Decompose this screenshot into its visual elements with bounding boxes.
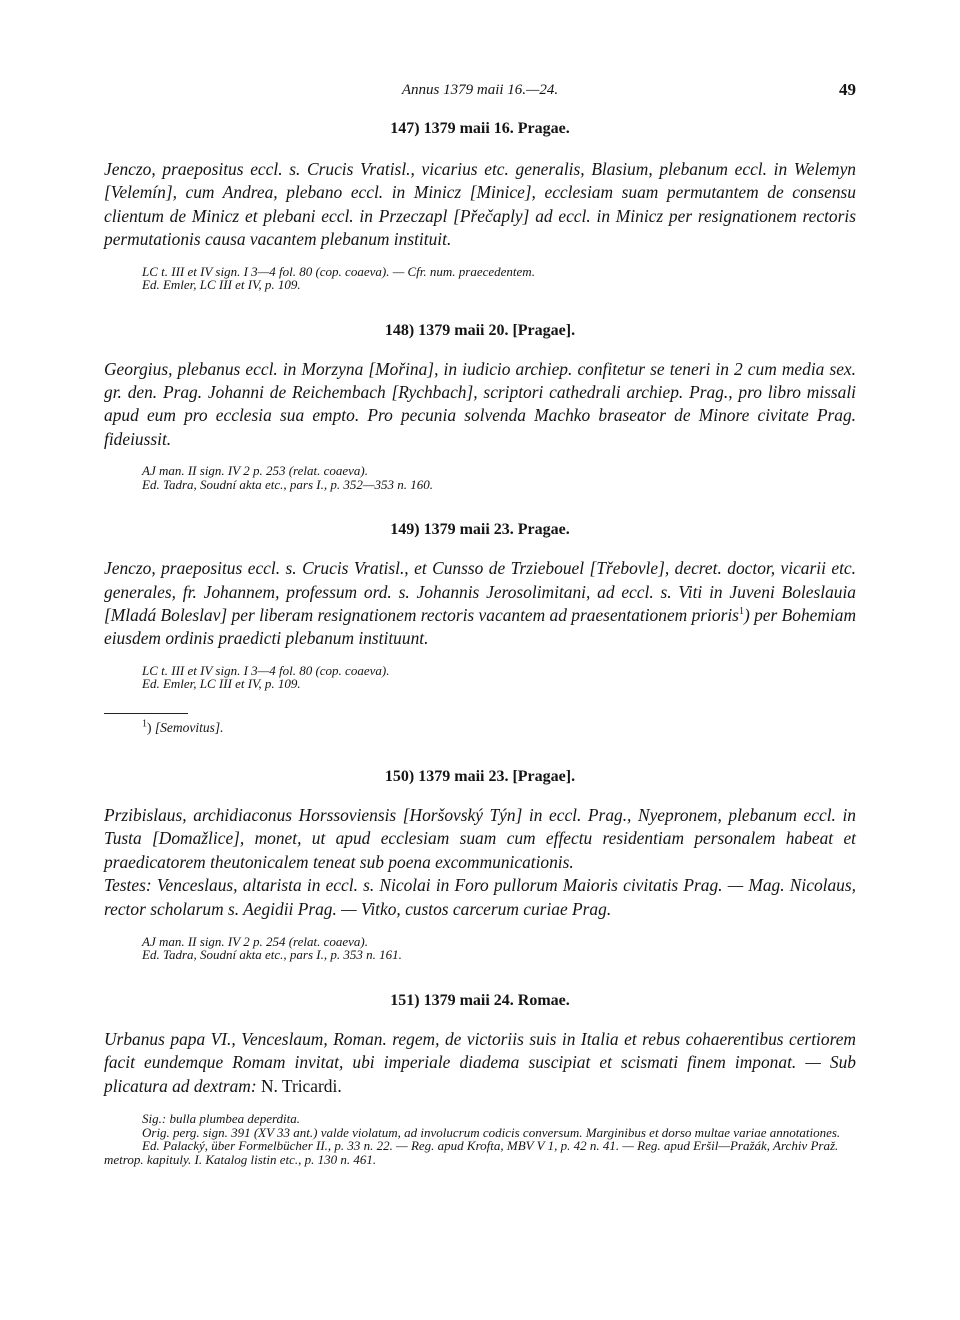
entry-150-text [104,804,856,921]
entry-148-heading: 148) 1379 maii 20. [Pragae]. [384,321,576,339]
entry-150-source-edition: Ed. Tadra, Soudní akta etc., pars I., p. 353 n. 161. [142,947,402,963]
running-title: Annus 1379 maii 16.—24. [401,82,559,98]
entry-149-heading: 149) 1379 maii 23. Pragae. [390,521,570,539]
footnote-mark: 1 [142,718,147,730]
entry-151-source-seal: Sig.: bulla plumbea deperdita. [142,1111,301,1127]
entry-147-source-edition: Ed. Emler, LC III et IV, p. 109. [142,277,301,293]
entry-149-text-end: ) per Bohemiam eiusdem ordinis praedicti plebanum instituunt. [104,605,857,649]
entry-151-source-editions [104,1139,856,1166]
entry-151-source-editions-text: Ed. Palacký, über Formelbücher II., p. 33 n. 22. — Reg. apud Krofta, MBV V 1, p. 42 n. 41. — Reg. apud Eršil—Pražák, Archiv Praž. metrop. kapituly. I. Katalog listin etc., p. 130 n. 461. [104,1138,839,1167]
entry-148-source-edition: Ed. Tadra, Soudní akta etc., pars I., p. 352—353 n. 160. [142,476,433,492]
entry-151-source-original-text: Orig. perg. sign. 391 (XV 33 ant.) valde violatum, ad involucrum codicis conversum. Marginibus et dorso multae variae annotationes. [142,1124,841,1140]
entry-150-heading: 150) 1379 maii 23. [Pragae]. [384,767,576,785]
entry-151-text-signature: N. Tricardi. [256,1075,342,1096]
entry-147-source-manuscript: LC t. III et IV sign. I 3—4 fol. 80 (cop. coaeva). — Cfr. num. praecedentem. [142,263,535,279]
entry-151-heading: 151) 1379 maii 24. Romae. [390,991,570,1009]
entry-149-source-edition: Ed. Emler, LC III et IV, p. 109. [142,676,301,692]
footnote-divider [104,713,188,714]
footnote-close: ) [147,719,155,735]
entry-147-heading: 147) 1379 maii 16. Pragae. [390,120,570,137]
entry-151-sources [104,1112,856,1166]
page-number: 49 [839,80,856,99]
footnote-reference[interactable]: 1 [738,606,744,618]
document-page [104,76,856,1166]
entry-149-text-main: Jenczo, praepositus eccl. s. Crucis Vratisl., et Cunsso de Trziebouel [Třebovle], decret. doctor, vicarii etc. generales, fr. Johannem, professum ord. s. Johannis Jerosolimitani, ad eccl. s. Viti in Juveni Boleslauia [Mladá Boleslav] per liberam resignationem rectoris vacantem ad praesentationem prioris [104,558,856,626]
entry-151-text [104,1028,856,1098]
entry-149-source-manuscript: LC t. III et IV sign. I 3—4 fol. 80 (cop. coaeva). [142,662,390,678]
footnote-1 [104,720,856,736]
entry-147-sources [104,265,856,292]
entry-149-text [104,557,856,651]
entry-151-source-original [104,1126,856,1140]
running-header [104,76,856,106]
entry-150-witnesses: Testes: Venceslaus, altarista in eccl. s. Nicolai in Foro pullorum Maioris civitatis Prag. — Mag. Nicolaus, rector scholarum s. Aegidii Prag. — Vitko, custos carcerum curiae Prag. [104,875,856,919]
entry-148-text: Georgius, plebanus eccl. in Morzyna [Mořina], in iudicio archiep. confitetur se teneri in 2 cum media sex. gr. den. Prag. Johanni de Reichembach [Rychbach], scriptori cathedrali archiep. Prag., pro libro missali apud eum pro ecclesia sua empto. Pro pecunia solvenda Machko braseator de Minore civitate Prag. fideiussit. [104,358,856,449]
entry-148-source-manuscript: AJ man. II sign. IV 2 p. 253 (relat. coaeva). [142,463,369,479]
entry-147-text: Jenczo, praepositus eccl. s. Crucis Vratisl., vicarius etc. generalis, Blasium, plebanum eccl. in Welemyn [Velemín], cum Andrea, plebano eccl. in Minicz [Minice], ecclesiam suam permutantem de consensu clientum de Minicz et plebani eccl. in Przeczapl [Přečaply] ad eccl. in Minicz per resignationem rectoris permutationis causa vacantem plebanum instituit. [104,159,856,250]
entry-148-sources [104,464,856,491]
entry-150-sources [104,935,856,962]
entry-150-source-manuscript: AJ man. II sign. IV 2 p. 254 (relat. coaeva). [142,933,369,949]
entry-150-text-main: Przibislaus, archidiaconus Horssoviensis [Horšovský Týn] in eccl. Prag., Nyepronem, plebanum eccl. in Tusta [Domažlice], monet, ut apud ecclesiam suam cum effectu residentiam personalem habeat et praedicatorem theutonicalem teneat sub poena excommunicationis. [104,804,856,872]
entry-151-text-main: Urbanus papa VI., Venceslaum, Roman. regem, de victoriis suis in Italia et rebus cohaerentibus certiorem facit eundemque Romam invitat, ubi imperiale diadema suscipiat et scismati finem imponat. — Sub plicatura ad dextram: [104,1028,856,1096]
entry-149-sources [104,664,856,691]
footnote-text: [Semovitus]. [154,719,224,735]
